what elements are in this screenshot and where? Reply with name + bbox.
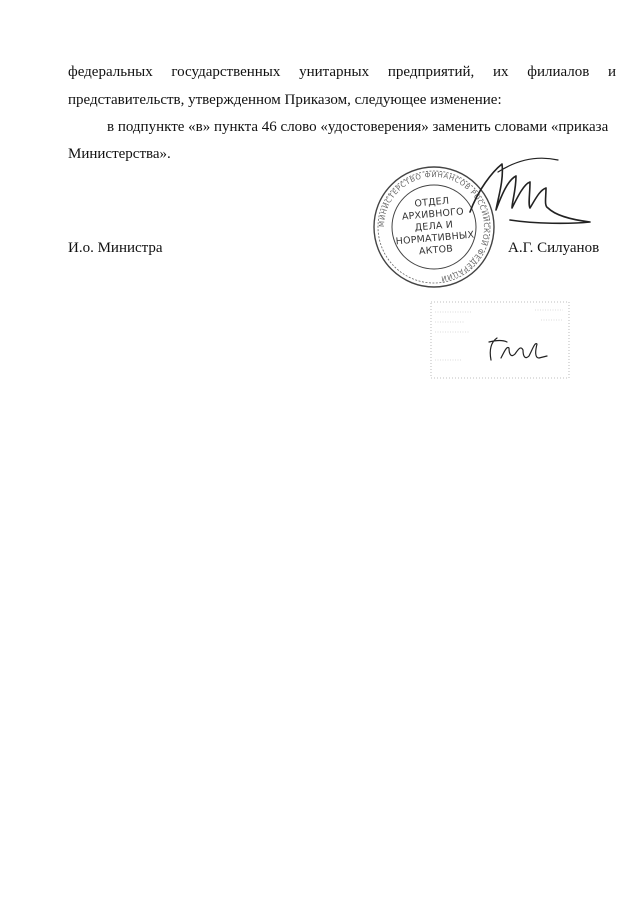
- word: их: [492, 64, 509, 80]
- word: и: [608, 64, 617, 80]
- word: унитарных: [299, 64, 370, 80]
- signatory-title: И.о. Министра: [68, 240, 163, 256]
- handwritten-signature: [440, 150, 600, 240]
- word: предприятий,: [387, 64, 475, 80]
- seal-line: АРХИВНОГО: [401, 206, 465, 223]
- seal-line: ОТДЕЛ: [414, 195, 450, 210]
- seal-ring-text: МИНИСТЕРСТВО ФИНАНСОВ РОССИЙСКОЙ ФЕДЕРАЦИИ: [377, 170, 491, 283]
- body-text-line-4: Министерства».: [68, 146, 171, 162]
- body-text-line-3: в подпункте «в» пункта 46 слово «удостоверения» заменить словами «приказа: [107, 119, 609, 135]
- body-text-line-2: представительств, утвержденном Приказом, следующее изменение:: [68, 92, 502, 108]
- word: федеральных: [68, 64, 153, 80]
- body-text-line-1: [68, 62, 616, 82]
- signatory-name: А.Г. Силуанов: [508, 240, 600, 256]
- word: филиалов: [527, 64, 590, 80]
- seal-line: ДЕЛА И: [414, 219, 454, 234]
- word: государственных: [171, 64, 281, 80]
- approval-stamp: [425, 298, 575, 382]
- seal-line: АКТОВ: [418, 243, 454, 258]
- seal-line: НОРМАТИВНЫХ: [395, 229, 475, 248]
